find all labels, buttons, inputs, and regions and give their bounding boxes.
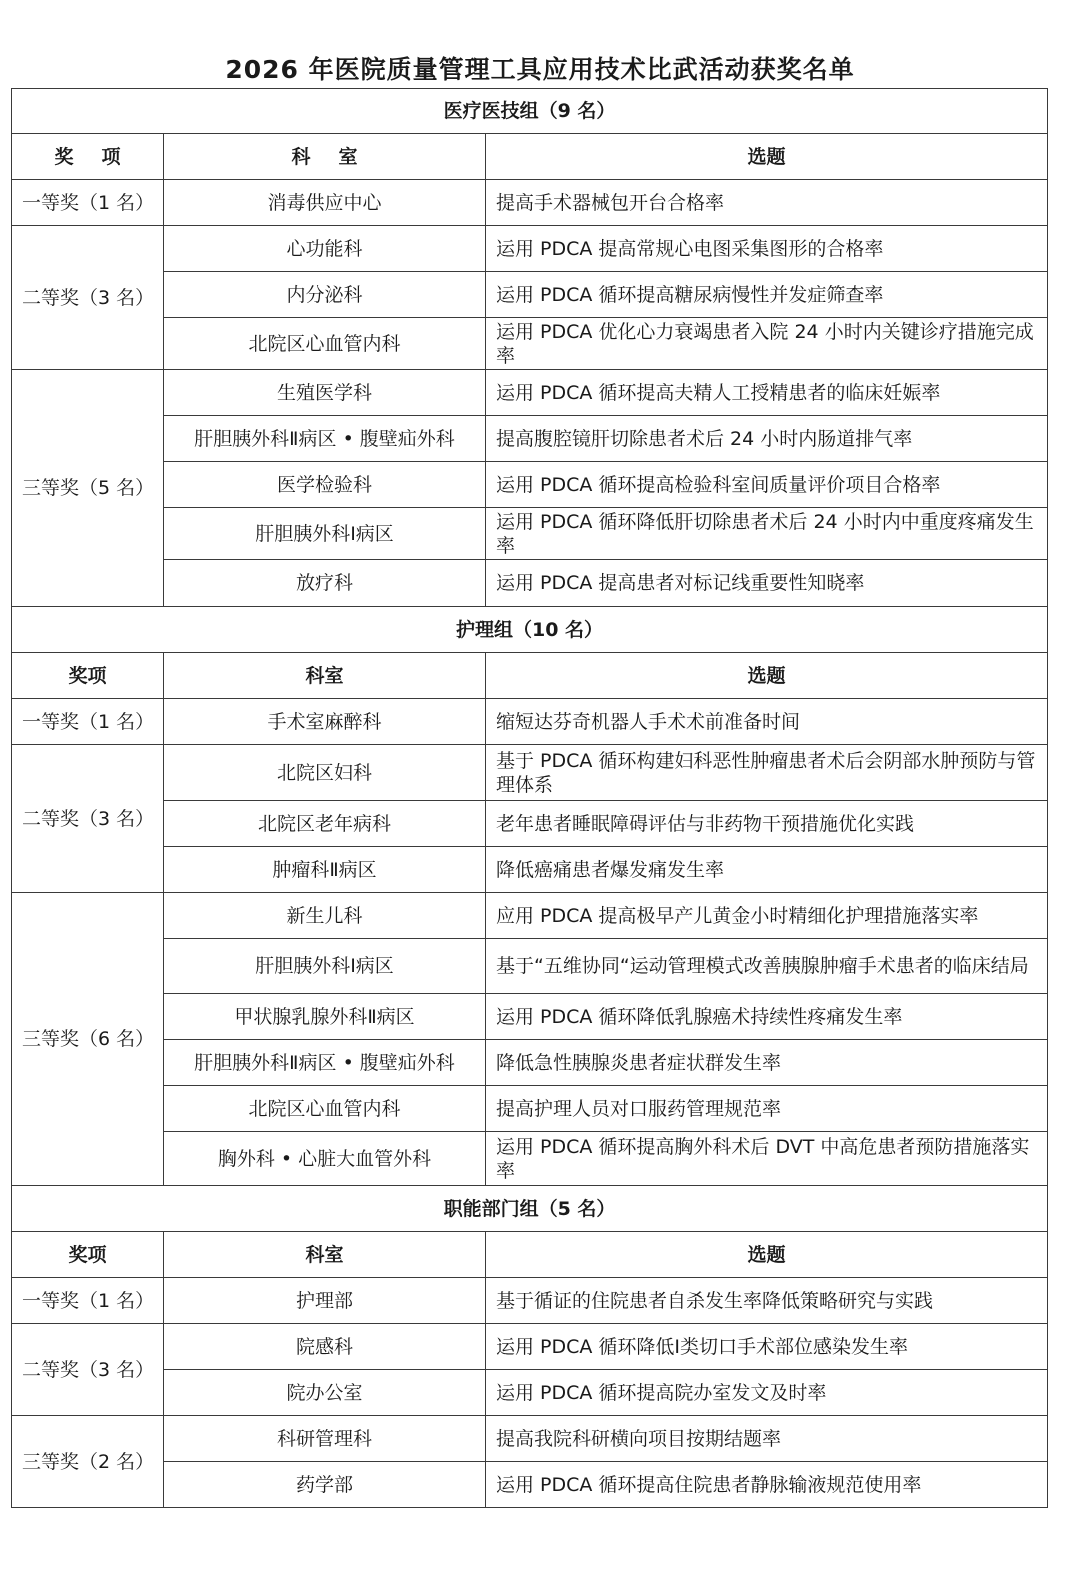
award-level: 二等奖（3 名） — [12, 745, 164, 893]
department-cell: 医学检验科 — [164, 462, 486, 508]
department-cell: 北院区心血管内科 — [164, 318, 486, 370]
topic-cell: 运用 PDCA 优化心力衰竭患者入院 24 小时内关键诊疗措施完成率 — [486, 318, 1048, 370]
department-cell: 肝胆胰外科Ⅰ病区 — [164, 939, 486, 994]
group-title-row — [12, 1186, 1048, 1232]
table-row — [12, 893, 1048, 939]
table-row — [12, 1132, 1048, 1186]
department-cell: 肝胆胰外科Ⅱ病区 • 腹壁疝外科 — [164, 1040, 486, 1086]
award-level: 一等奖（1 名） — [12, 699, 164, 745]
department-cell: 院感科 — [164, 1324, 486, 1370]
header-row — [12, 134, 1048, 180]
topic-cell: 运用 PDCA 循环提高检验科室间质量评价项目合格率 — [486, 462, 1048, 508]
header-award: 奖项 — [12, 653, 164, 699]
award-level: 三等奖（5 名） — [12, 370, 164, 607]
department-cell: 科研管理科 — [164, 1416, 486, 1462]
group-title-row — [12, 607, 1048, 653]
header-department: 科室 — [164, 653, 486, 699]
topic-cell: 老年患者睡眠障碍评估与非药物干预措施优化实践 — [486, 801, 1048, 847]
topic-cell: 运用 PDCA 循环提高夫精人工授精患者的临床妊娠率 — [486, 370, 1048, 416]
table-row — [12, 560, 1048, 607]
group-title: 职能部门组（5 名） — [12, 1186, 1048, 1232]
table-row — [12, 745, 1048, 801]
award-level: 一等奖（1 名） — [12, 180, 164, 226]
table-row — [12, 1462, 1048, 1508]
topic-cell: 基于 PDCA 循环构建妇科恶性肿瘤患者术后会阴部水肿预防与管理体系 — [486, 745, 1048, 801]
department-cell: 心功能科 — [164, 226, 486, 272]
group-title: 护理组（10 名） — [12, 607, 1048, 653]
department-cell: 消毒供应中心 — [164, 180, 486, 226]
header-department: 科室 — [164, 134, 486, 180]
department-cell: 药学部 — [164, 1462, 486, 1508]
award-level: 三等奖（6 名） — [12, 893, 164, 1186]
award-level: 二等奖（3 名） — [12, 1324, 164, 1416]
table-row — [12, 226, 1048, 272]
topic-cell: 提高腹腔镜肝切除患者术后 24 小时内肠道排气率 — [486, 416, 1048, 462]
group-title-row — [12, 89, 1048, 134]
department-cell: 肿瘤科Ⅱ病区 — [164, 847, 486, 893]
department-cell: 甲状腺乳腺外科Ⅱ病区 — [164, 994, 486, 1040]
topic-cell: 提高护理人员对口服药管理规范率 — [486, 1086, 1048, 1132]
table-row — [12, 370, 1048, 416]
topic-cell: 运用 PDCA 循环降低乳腺癌术持续性疼痛发生率 — [486, 994, 1048, 1040]
topic-cell: 应用 PDCA 提高极早产儿黄金小时精细化护理措施落实率 — [486, 893, 1048, 939]
group-title: 医疗医技组（9 名） — [12, 89, 1048, 134]
topic-cell: 降低急性胰腺炎患者症状群发生率 — [486, 1040, 1048, 1086]
table-row — [12, 318, 1048, 370]
table-row — [12, 1416, 1048, 1462]
topic-cell: 提高我院科研横向项目按期结题率 — [486, 1416, 1048, 1462]
table-row — [12, 272, 1048, 318]
table-row — [12, 699, 1048, 745]
department-cell: 生殖医学科 — [164, 370, 486, 416]
topic-cell: 运用 PDCA 循环降低肝切除患者术后 24 小时内中重度疼痛发生率 — [486, 508, 1048, 560]
department-cell: 北院区心血管内科 — [164, 1086, 486, 1132]
header-award: 奖项 — [12, 134, 164, 180]
award-table — [11, 88, 1048, 1508]
topic-cell: 提高手术器械包开台合格率 — [486, 180, 1048, 226]
department-cell: 北院区老年病科 — [164, 801, 486, 847]
department-cell: 院办公室 — [164, 1370, 486, 1416]
header-topic: 选题 — [486, 653, 1048, 699]
department-cell: 手术室麻醉科 — [164, 699, 486, 745]
topic-cell: 基于循证的住院患者自杀发生率降低策略研究与实践 — [486, 1278, 1048, 1324]
header-department: 科室 — [164, 1232, 486, 1278]
table-row — [12, 416, 1048, 462]
table-row — [12, 994, 1048, 1040]
header-row — [12, 653, 1048, 699]
table-row — [12, 1278, 1048, 1324]
topic-cell: 运用 PDCA 循环提高胸外科术后 DVT 中高危患者预防措施落实率 — [486, 1132, 1048, 1186]
topic-cell: 运用 PDCA 循环提高糖尿病慢性并发症筛查率 — [486, 272, 1048, 318]
topic-cell: 运用 PDCA 循环提高院办室发文及时率 — [486, 1370, 1048, 1416]
table-row — [12, 508, 1048, 560]
topic-cell: 运用 PDCA 提高患者对标记线重要性知晓率 — [486, 560, 1048, 607]
topic-cell: 降低癌痛患者爆发痛发生率 — [486, 847, 1048, 893]
award-level: 一等奖（1 名） — [12, 1278, 164, 1324]
topic-cell: 运用 PDCA 提高常规心电图采集图形的合格率 — [486, 226, 1048, 272]
department-cell: 胸外科 • 心脏大血管外科 — [164, 1132, 486, 1186]
table-row — [12, 939, 1048, 994]
department-cell: 新生儿科 — [164, 893, 486, 939]
header-topic: 选题 — [486, 134, 1048, 180]
page-title: 2026 年医院质量管理工具应用技术比武活动获奖名单 — [225, 55, 855, 84]
table-row — [12, 462, 1048, 508]
award-level: 二等奖（3 名） — [12, 226, 164, 370]
header-topic: 选题 — [486, 1232, 1048, 1278]
department-cell: 内分泌科 — [164, 272, 486, 318]
table-row — [12, 1370, 1048, 1416]
header-row — [12, 1232, 1048, 1278]
department-cell: 护理部 — [164, 1278, 486, 1324]
topic-cell: 运用 PDCA 循环提高住院患者静脉输液规范使用率 — [486, 1462, 1048, 1508]
table-row — [12, 1086, 1048, 1132]
topic-cell: 缩短达芬奇机器人手术术前准备时间 — [486, 699, 1048, 745]
table-row — [12, 801, 1048, 847]
department-cell: 肝胆胰外科Ⅱ病区 • 腹壁疝外科 — [164, 416, 486, 462]
table-row — [12, 1324, 1048, 1370]
header-award: 奖项 — [12, 1232, 164, 1278]
table-row — [12, 180, 1048, 226]
table-row — [12, 847, 1048, 893]
department-cell: 肝胆胰外科Ⅰ病区 — [164, 508, 486, 560]
department-cell: 北院区妇科 — [164, 745, 486, 801]
table-row — [12, 1040, 1048, 1086]
topic-cell: 运用 PDCA 循环降低Ⅰ类切口手术部位感染发生率 — [486, 1324, 1048, 1370]
topic-cell: 基于“五维协同“运动管理模式改善胰腺肿瘤手术患者的临床结局 — [486, 939, 1048, 994]
award-level: 三等奖（2 名） — [12, 1416, 164, 1508]
department-cell: 放疗科 — [164, 560, 486, 607]
